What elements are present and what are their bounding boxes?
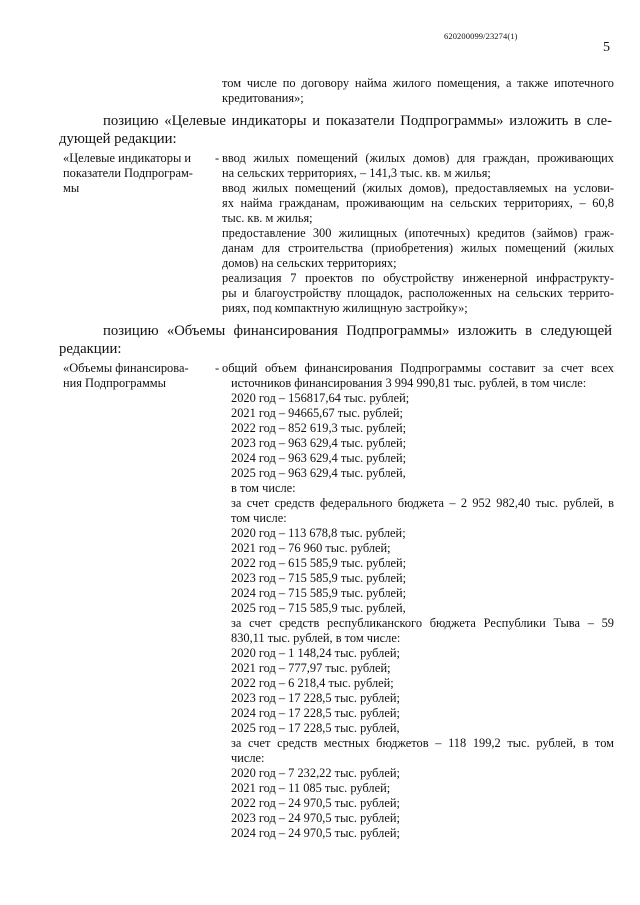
indicator-line: ях найма гражданам, проживающим на сельских территориях, – 60,8 bbox=[222, 196, 614, 210]
total-year-line: 2022 год – 852 619,3 тыс. рублей; bbox=[231, 421, 407, 435]
financing-intro-line: источников финансирования 3 994 990,81 тыс. рублей, в том числе: bbox=[231, 376, 587, 390]
republic-line: 830,11 тыс. рублей, в том числе: bbox=[231, 631, 401, 645]
financing-intro-line: общий объем финансирования Подпрограммы составит за счет всех bbox=[222, 361, 614, 375]
total-year-line: 2021 год – 94665,67 тыс. рублей; bbox=[231, 406, 403, 420]
republic-year-line: 2020 год – 1 148,24 тыс. рублей; bbox=[231, 646, 400, 660]
indicators-dash: - bbox=[215, 151, 220, 165]
republic-year-line: 2021 год – 777,97 тыс. рублей; bbox=[231, 661, 391, 675]
indicator-line: данам для строительства (приобретения) жилых помещений (жилых bbox=[222, 241, 614, 255]
federal-line: за счет средств федерального бюджета – 2 952 982,40 тыс. рублей, в bbox=[231, 496, 614, 510]
financing-dash: - bbox=[215, 361, 220, 375]
paragraph-financing-intro bbox=[59, 322, 612, 358]
total-year-line: 2024 год – 963 629,4 тыс. рублей; bbox=[231, 451, 407, 465]
paragraph-line: редакции: bbox=[59, 341, 122, 357]
local-year-line: 2022 год – 24 970,5 тыс. рублей; bbox=[231, 796, 400, 810]
continuation-text bbox=[222, 76, 614, 106]
paragraph-line: позицию «Целевые индикаторы и показатели Подпрограммы» изложить в сле- bbox=[103, 113, 612, 129]
local-line: за счет средств местных бюджетов – 118 199,2 тыс. рублей, в том bbox=[231, 736, 614, 750]
in-total-line: в том числе: bbox=[231, 481, 296, 495]
indicators-list bbox=[222, 151, 614, 316]
republic-year-line: 2024 год – 17 228,5 тыс. рублей; bbox=[231, 706, 400, 720]
local-year-line: 2020 год – 7 232,22 тыс. рублей; bbox=[231, 766, 400, 780]
indicator-line: тыс. кв. м жилья; bbox=[222, 211, 313, 225]
label-line: мы bbox=[63, 180, 80, 195]
label-line: «Объемы финансирова- bbox=[63, 361, 189, 375]
indicator-line: реализация 7 проектов по обустройству инженерной инфраструкту- bbox=[222, 271, 614, 285]
label-line: показатели Подпрограм- bbox=[63, 165, 193, 180]
indicator-line: ввод жилых помещений (жилых домов) для граждан, проживающих bbox=[222, 151, 614, 165]
federal-year-line: 2020 год – 113 678,8 тыс. рублей; bbox=[231, 526, 406, 540]
total-year-line: 2020 год – 156817,64 тыс. рублей; bbox=[231, 391, 410, 405]
indicator-line: ввод жилых помещений (жилых домов), предоставляемых на услови- bbox=[222, 181, 614, 195]
total-year-line: 2025 год – 963 629,4 тыс. рублей, bbox=[231, 466, 406, 480]
indicator-line: на сельских территориях, – 141,3 тыс. кв. м жилья; bbox=[222, 166, 491, 180]
federal-year-line: 2023 год – 715 585,9 тыс. рублей; bbox=[231, 571, 407, 585]
label-line: «Целевые индикаторы и bbox=[63, 151, 192, 165]
federal-year-line: 2022 год – 615 585,9 тыс. рублей; bbox=[231, 556, 407, 570]
indicator-line: предоставление 300 жилищных (ипотечных) кредитов (займов) граж- bbox=[222, 226, 614, 240]
federal-year-line: 2024 год – 715 585,9 тыс. рублей; bbox=[231, 586, 407, 600]
federal-year-line: 2021 год – 76 960 тыс. рублей; bbox=[231, 541, 391, 555]
label-line: ния Подпрограммы bbox=[63, 375, 166, 390]
paragraph-line: позицию «Объемы финансирования Подпрограммы» изложить в следующей bbox=[103, 323, 612, 339]
paragraph-indicators-intro bbox=[59, 112, 612, 148]
indicator-line: риях, под компактную жилищную застройку»; bbox=[222, 301, 468, 315]
paragraph-line: дующей редакции: bbox=[59, 131, 177, 147]
federal-line: том числе: bbox=[231, 511, 287, 525]
local-year-line: 2024 год – 24 970,5 тыс. рублей; bbox=[231, 826, 400, 840]
republic-year-line: 2025 год – 17 228,5 тыс. рублей, bbox=[231, 721, 400, 735]
local-year-line: 2021 год – 11 085 тыс. рублей; bbox=[231, 781, 391, 795]
local-year-line: 2023 год – 24 970,5 тыс. рублей; bbox=[231, 811, 400, 825]
indicator-line: домов) на сельских территориях; bbox=[222, 256, 397, 270]
federal-year-line: 2025 год – 715 585,9 тыс. рублей, bbox=[231, 601, 406, 615]
indicator-line: ры и благоустройству площадок, расположенных на сельских террито- bbox=[222, 286, 614, 300]
republic-line: за счет средств республиканского бюджета Республики Тыва – 59 bbox=[231, 616, 614, 630]
total-year-line: 2023 год – 963 629,4 тыс. рублей; bbox=[231, 436, 407, 450]
continuation-line: кредитования»; bbox=[222, 91, 304, 105]
republic-year-line: 2022 год – 6 218,4 тыс. рублей; bbox=[231, 676, 394, 690]
local-line: числе: bbox=[231, 751, 265, 765]
financing-label bbox=[63, 361, 213, 391]
financing-list bbox=[222, 361, 614, 841]
republic-year-line: 2023 год – 17 228,5 тыс. рублей; bbox=[231, 691, 400, 705]
indicators-label bbox=[63, 151, 213, 196]
continuation-line: том числе по договору найма жилого помещения, а также ипотечного bbox=[222, 76, 614, 90]
page-number: 5 bbox=[603, 40, 610, 55]
document-id: 620200099/23274(1) bbox=[444, 31, 518, 41]
